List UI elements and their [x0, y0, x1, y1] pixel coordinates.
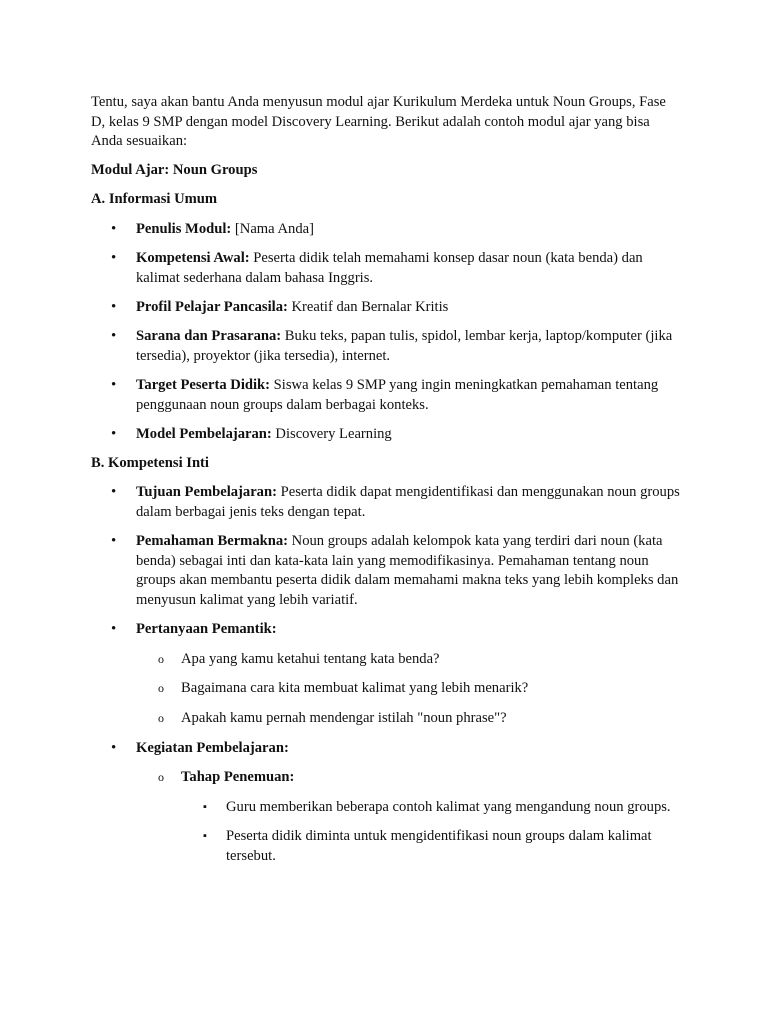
- list-item: [91, 425, 681, 445]
- question-text: Apakah kamu pernah mendengar istilah "noun phrase"?: [181, 710, 507, 726]
- item-text: [Nama Anda]: [231, 220, 314, 237]
- item-text: Discovery Learning: [271, 425, 392, 442]
- document-page: [91, 93, 681, 877]
- item-label: Profil Pelajar Pancasila:: [136, 298, 288, 315]
- item-text: Peserta didik telah memahami konsep dasar noun (kata benda) dan kalimat sederhana dalam bahasa Inggris.: [136, 250, 643, 286]
- list-item: [181, 798, 681, 818]
- bullet-icon: •: [111, 376, 117, 393]
- bullet-icon: •: [111, 739, 117, 756]
- list-item: [91, 739, 681, 867]
- bullet-icon: •: [111, 533, 117, 550]
- item-label: Kompetensi Awal:: [136, 250, 250, 267]
- step-text: Guru memberikan beberapa contoh kalimat yang mengandung noun groups.: [226, 798, 671, 815]
- list-item: [91, 298, 681, 318]
- guiding-questions-list: [136, 650, 681, 729]
- list-item: [91, 327, 681, 366]
- item-label: Pemahaman Bermakna:: [136, 533, 289, 550]
- list-item: [136, 768, 681, 866]
- item-text: Peserta didik dapat mengidentifikasi dan menggunakan noun groups dalam berbagai jenis teks dengan tepat.: [136, 484, 680, 521]
- bullet-icon: •: [111, 220, 117, 237]
- square-bullet-icon: ▪: [203, 830, 207, 843]
- question-text: Bagaimana cara kita membuat kalimat yang lebih menarik?: [181, 680, 529, 697]
- stage-steps-list: [181, 798, 681, 867]
- item-text: Buku teks, papan tulis, spidol, lembar kerja, laptop/komputer (jika tersedia), proyektor (jika tersedia), internet.: [136, 328, 673, 364]
- list-item: [136, 679, 681, 699]
- list-item: [181, 827, 681, 866]
- list-item: [91, 483, 681, 522]
- list-item: [91, 532, 681, 610]
- bullet-icon: •: [111, 484, 117, 501]
- list-item: [91, 249, 681, 288]
- stage-label: Tahap Penemuan:: [181, 769, 295, 786]
- item-label: Pertanyaan Pemantik:: [136, 621, 277, 638]
- intro-paragraph: Tentu, saya akan bantu Anda menyusun modul ajar Kurikulum Merdeka untuk Noun Groups, Fase D, kelas 9 SMP dengan model Discovery Learning. Berikut adalah contoh modul ajar yang bisa Anda sesuaikan:: [91, 94, 666, 150]
- bullet-icon: •: [111, 425, 117, 442]
- item-label: Model Pembelajaran:: [136, 425, 272, 442]
- bullet-icon: •: [111, 298, 117, 315]
- item-label: Sarana dan Prasarana:: [136, 328, 282, 345]
- section-a-heading: A. Informasi Umum: [91, 191, 218, 208]
- list-item: [91, 620, 681, 728]
- square-bullet-icon: ▪: [203, 800, 207, 813]
- activities-list: [136, 768, 681, 866]
- bullet-icon: •: [111, 250, 117, 267]
- item-label: Kegiatan Pembelajaran:: [136, 739, 289, 756]
- item-text: Siswa kelas 9 SMP yang ingin meningkatkan pemahaman tentang penggunaan noun groups dalam berbagai konteks.: [136, 376, 659, 413]
- circle-bullet-icon: o: [158, 770, 164, 785]
- question-text: Apa yang kamu ketahui tentang kata benda?: [181, 650, 440, 667]
- list-item: [136, 709, 681, 729]
- section-a-list: [91, 220, 681, 444]
- item-label: Target Peserta Didik:: [136, 376, 271, 393]
- bullet-icon: •: [111, 328, 117, 345]
- circle-bullet-icon: o: [158, 681, 164, 696]
- step-text: Peserta didik diminta untuk mengidentifikasi noun groups dalam kalimat tersebut.: [226, 828, 652, 864]
- item-text: Noun groups adalah kelompok kata yang terdiri dari noun (kata benda) sebagai inti dan kata-kata lain yang memodifikasinya. Pemahaman tentang noun groups akan membantu peserta didik dalam memahami makna teks yang lebih kompleks dan menyusun kalimat yang lebih variatif.: [136, 533, 679, 609]
- item-label: Tujuan Pembelajaran:: [136, 484, 277, 501]
- list-item: [91, 376, 681, 415]
- section-b-heading: B. Kompetensi Inti: [91, 454, 209, 471]
- item-label: Penulis Modul:: [136, 220, 232, 237]
- list-item: [91, 220, 681, 240]
- item-text: Kreatif dan Bernalar Kritis: [287, 298, 449, 315]
- bullet-icon: •: [111, 621, 117, 638]
- section-b-list: [91, 483, 681, 866]
- circle-bullet-icon: o: [158, 711, 164, 725]
- circle-bullet-icon: o: [158, 651, 164, 666]
- list-item: [136, 650, 681, 670]
- module-title: Modul Ajar: Noun Groups: [91, 161, 258, 178]
